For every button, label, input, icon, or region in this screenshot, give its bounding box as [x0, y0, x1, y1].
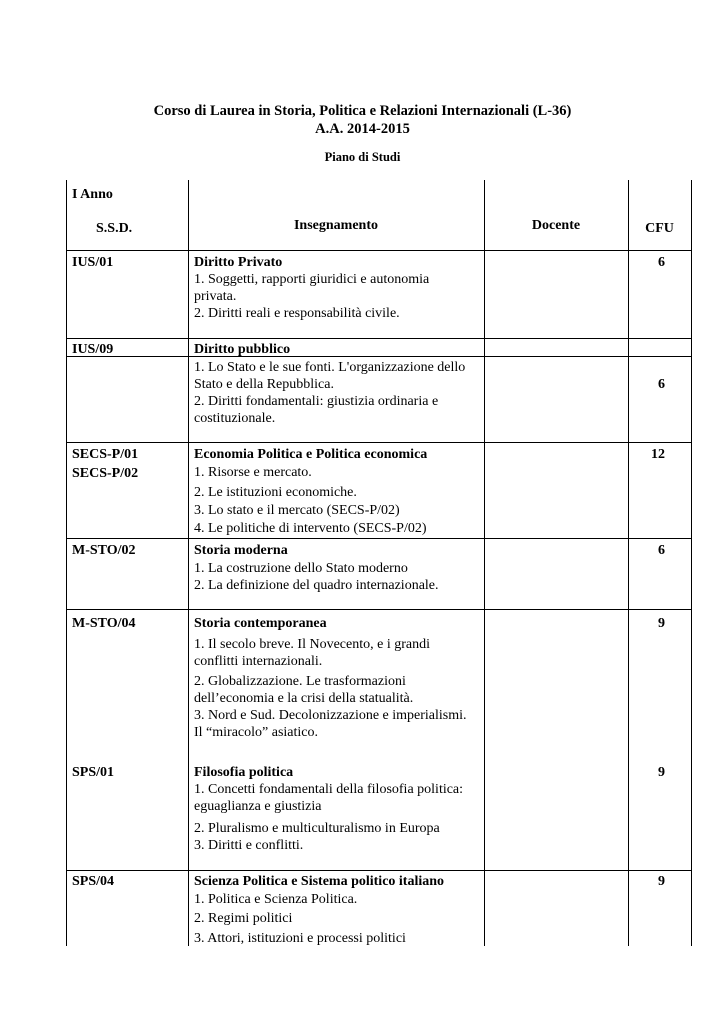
course-topic: 3. Attori, istituzioni e processi politici — [194, 931, 406, 946]
ssd-code: M-STO/04 — [72, 616, 136, 631]
course-topic: 3. Lo stato e il mercato (SECS-P/02) — [194, 503, 400, 518]
cfu-value: 6 — [658, 543, 665, 558]
document-title: Corso di Laurea in Storia, Politica e Relazioni Internazionali (L-36) — [153, 103, 572, 119]
table-rule — [66, 338, 692, 339]
table-rule — [66, 609, 692, 610]
course-topic: privata. — [194, 289, 237, 304]
course-topic: 3. Diritti e conflitti. — [194, 838, 304, 853]
cfu-value: 6 — [658, 377, 665, 392]
table-rule — [66, 442, 692, 443]
course-topic: 1. Concetti fondamentali della filosofia politica: — [194, 782, 464, 797]
course-title: Storia moderna — [194, 543, 288, 558]
course-topic: 3. Nord e Sud. Decolonizzazione e imperialismi. — [194, 708, 467, 723]
column-header-ssd: S.S.D. — [96, 221, 133, 236]
table-border-right — [691, 180, 692, 946]
course-title: Economia Politica e Politica economica — [194, 447, 428, 462]
course-topic: 2. Globalizzazione. Le trasformazioni — [194, 674, 406, 689]
course-title: Storia contemporanea — [194, 616, 327, 631]
course-topic: Stato e della Repubblica. — [194, 377, 334, 392]
table-divider-teacher — [628, 180, 629, 946]
ssd-code: IUS/01 — [72, 255, 114, 270]
cfu-value: 9 — [658, 616, 665, 631]
course-topic: 1. Lo Stato e le sue fonti. L'organizzazione dello — [194, 360, 466, 375]
table-divider-course — [484, 180, 485, 946]
table-divider-ssd — [188, 180, 189, 946]
course-title: Diritto Privato — [194, 255, 283, 270]
table-rule — [66, 538, 692, 539]
course-topic: 1. Politica e Scienza Politica. — [194, 892, 358, 907]
course-topic: conflitti internazionali. — [194, 654, 323, 669]
cfu-value: 12 — [651, 447, 665, 462]
ssd-code: SECS-P/02 — [72, 466, 139, 481]
course-title: Scienza Politica e Sistema politico italiano — [194, 874, 445, 889]
document-subtitle: Piano di Studi — [324, 150, 401, 164]
course-topic: 1. Risorse e mercato. — [194, 465, 312, 480]
cfu-value: 6 — [658, 255, 665, 270]
course-topic: 2. Le istituzioni economiche. — [194, 485, 357, 500]
column-header-course: Insegnamento — [293, 218, 378, 233]
course-topic: 2. Diritti reali e responsabilità civile. — [194, 306, 400, 321]
course-topic: 1. La costruzione dello Stato moderno — [194, 561, 408, 576]
course-topic: eguaglianza e giustizia — [194, 799, 322, 814]
cfu-value: 9 — [658, 765, 665, 780]
ssd-code: SPS/01 — [72, 765, 115, 780]
course-title: Diritto pubblico — [194, 342, 291, 357]
year-label: I Anno — [72, 187, 113, 202]
ssd-code: IUS/09 — [72, 342, 114, 357]
column-header-teacher: Docente — [531, 218, 581, 233]
course-topic: 4. Le politiche di intervento (SECS-P/02) — [194, 521, 427, 536]
cfu-value: 9 — [658, 874, 665, 889]
course-topic: 1. Soggetti, rapporti giuridici e autonomia — [194, 272, 430, 287]
academic-year: A.A. 2014-2015 — [315, 121, 410, 137]
ssd-code: SECS-P/01 — [72, 447, 139, 462]
course-title: Filosofia politica — [194, 765, 294, 780]
course-topic: 2. Regimi politici — [194, 911, 293, 926]
table-border-left — [66, 180, 67, 946]
course-topic: 2. La definizione del quadro internazionale. — [194, 578, 439, 593]
table-rule — [66, 250, 692, 251]
course-topic: dell’economia e la crisi della statualità. — [194, 691, 414, 706]
ssd-code: SPS/04 — [72, 874, 115, 889]
table-rule — [66, 356, 692, 357]
course-topic: 1. Il secolo breve. Il Novecento, e i grandi — [194, 637, 430, 652]
course-topic: costituzionale. — [194, 411, 276, 426]
course-topic: Il “miracolo” asiatico. — [194, 725, 318, 740]
ssd-code: M-STO/02 — [72, 543, 136, 558]
table-rule — [66, 870, 692, 871]
column-header-cfu: CFU — [645, 221, 674, 236]
course-topic: 2. Diritti fondamentali: giustizia ordinaria e — [194, 394, 439, 409]
course-topic: 2. Pluralismo e multiculturalismo in Europa — [194, 821, 440, 836]
